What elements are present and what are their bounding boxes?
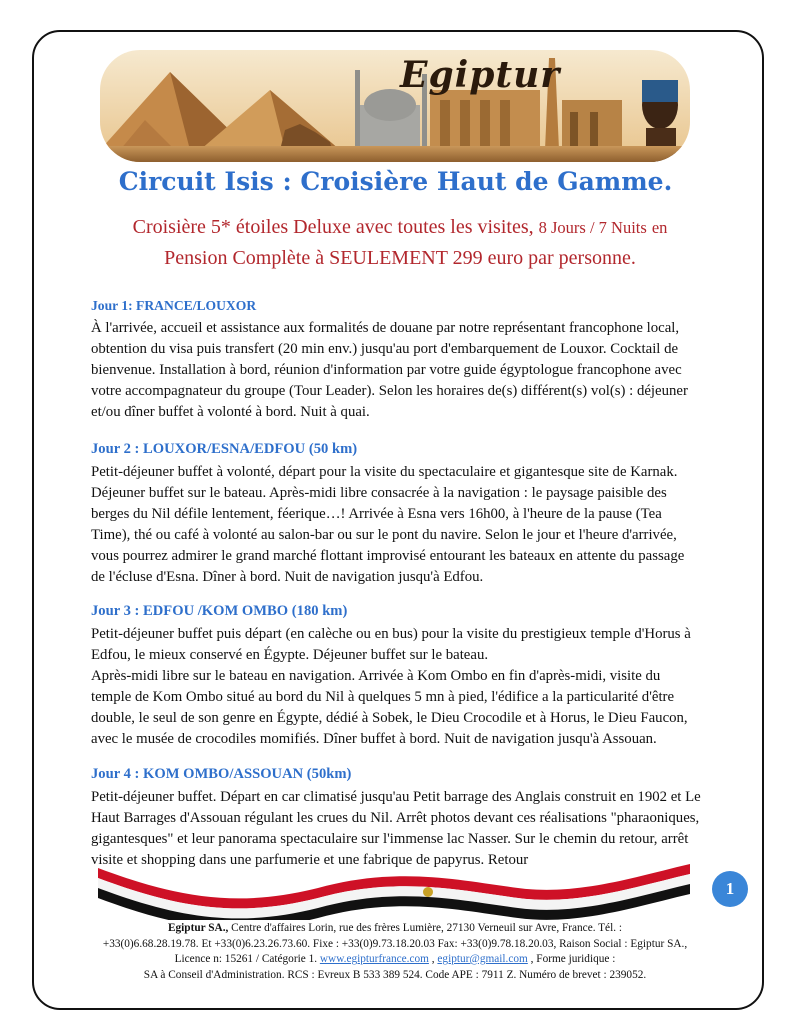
day-2-text: Petit-déjeuner buffet à volonté, départ pour la visite du spectaculaire et gigantesque site de Karnak. Déjeuner buffet sur le bateau. Après-midi libre consacrée à la navigation : le paysage paisible des berges du Nil défile lentement, féerique…! Arrivée à Esna vers 16h00, à l'heure de la pause (Tea Time), thé ou café à volonté au salon-bar ou sur le pont du navire. Selon le jour et l'heure d'arrivée, vous pourrez admirer le grand marché flottant improvisé entourant les bateaux en attente du passage de l'écluse d'Esna. Dîner à bord. Nuit de navigation jusqu'à Edfou. (91, 464, 685, 585)
footer-legal-form: , Forme juridique : (527, 953, 616, 965)
brand-logo: Egiptur (400, 54, 561, 96)
day-4-title: Jour 4 : KOM OMBO/ASSOUAN (50km) (91, 766, 352, 782)
footer-company-name: Egiptur SA., (167, 922, 229, 934)
subtitle-duration: 8 Jours / 7 Nuits (538, 218, 647, 237)
footer-contacts: +33(0)6.68.28.19.78. Et +33(0)6.23.26.73.60. Fixe : +33(0)9.73.18.20.03 Fax: +33(0)9.78.18.20.03, Raison Social : Egiptur SA., (102, 937, 688, 950)
day-1-section (91, 295, 701, 423)
day-3-title: Jour 3 : EDFOU /KOM OMBO (180 km) (91, 603, 348, 619)
footer-address: Centre d'affaires Lorin, rue des frères Lumière, 27130 Verneuil sur Avre, France. Tél. : (228, 922, 622, 934)
day-3-text-2: Après-midi libre sur le bateau en navigation. Arrivée à Kom Ombo en fin d'après-midi, visite du temple de Kom Ombo situé au bord du Nil à quelques 5 mn à pied, l'édifice a la particularité d'être double, le seul de son genre en Égypte, dédié à Sobek, le Dieu Crocodile et à Horus, le Dieu Faucon, avec le musée de crocodiles momifiés. Dîner buffet à bord. Nuit de navigation jusqu'à Assouan. (91, 668, 688, 747)
page-number-badge: 1 (712, 871, 748, 907)
company-footer (60, 921, 730, 983)
subtitle-main: Croisière 5* étoiles Deluxe avec toutes les visites, (132, 216, 534, 238)
day-2-section (91, 439, 701, 588)
subtitle-en: en (651, 218, 668, 237)
footer-registration: SA à Conseil d'Administration. RCS : Evreux B 533 389 524. Code APE : 7911 Z. Numéro de brevet : 239052. (143, 968, 647, 981)
day-1-text: À l'arrivée, accueil et assistance aux formalités de douane par notre représentant francophone local, obtention du visa puis transfert (20 min env.) jusqu'au port d'embarquement de Louxor. Cocktail de bienvenue. Installation à bord, réunion d'information par votre guide égyptologue francophone avec votre accompagnateur du groupe (Tour Leader). Selon les horaires de(s) différent(s) vol(s) : déjeuner et/ou dîner buffet à volonté à bord. Nuit à quai. (91, 320, 688, 420)
page-title: Circuit Isis : Croisière Haut de Gamme. (118, 167, 673, 196)
day-3-section (91, 601, 701, 750)
day-4-text: Petit-déjeuner buffet. Départ en car climatisé jusqu'au Petit barrage des Anglais construit en 1902 et Le Haut Barrages d'Assouan régulant les crues du Nil. Arrêt photos devant ces réalisations "pharaoniques, gigantesques" et leur panorama spectaculaire sur l'immense lac Nasser. Sur le chemin du retour, arrêt visite et shopping dans une parfumerie et une fabrique de papyrus. Retour (91, 789, 701, 868)
itinerary (91, 295, 701, 886)
header-banner-image (100, 50, 690, 162)
website-link[interactable]: www.egipturfrance.com (319, 953, 429, 965)
day-1-title: Jour 1: FRANCE/LOUXOR (91, 298, 257, 313)
footer-separator: , (428, 953, 438, 965)
offer-subtitle (60, 212, 740, 274)
day-3-text-1: Petit-déjeuner buffet puis départ (en calèche ou en bus) pour la visite du prestigieux temple d'Horus à Edfou, le mieux conservé en Égypte. Déjeuner buffet sur le bateau. (91, 626, 691, 663)
footer-licence: Licence n: 15261 / Catégorie 1. (174, 953, 320, 965)
egypt-flag-ribbon (98, 858, 690, 920)
email-link[interactable]: egiptur@gmail.com (437, 953, 528, 965)
subtitle-price-line: Pension Complète à SEULEMENT 299 euro par personne. (164, 247, 636, 269)
day-2-title: Jour 2 : LOUXOR/ESNA/EDFOU (50 km) (91, 441, 358, 457)
day-4-section (91, 764, 701, 871)
